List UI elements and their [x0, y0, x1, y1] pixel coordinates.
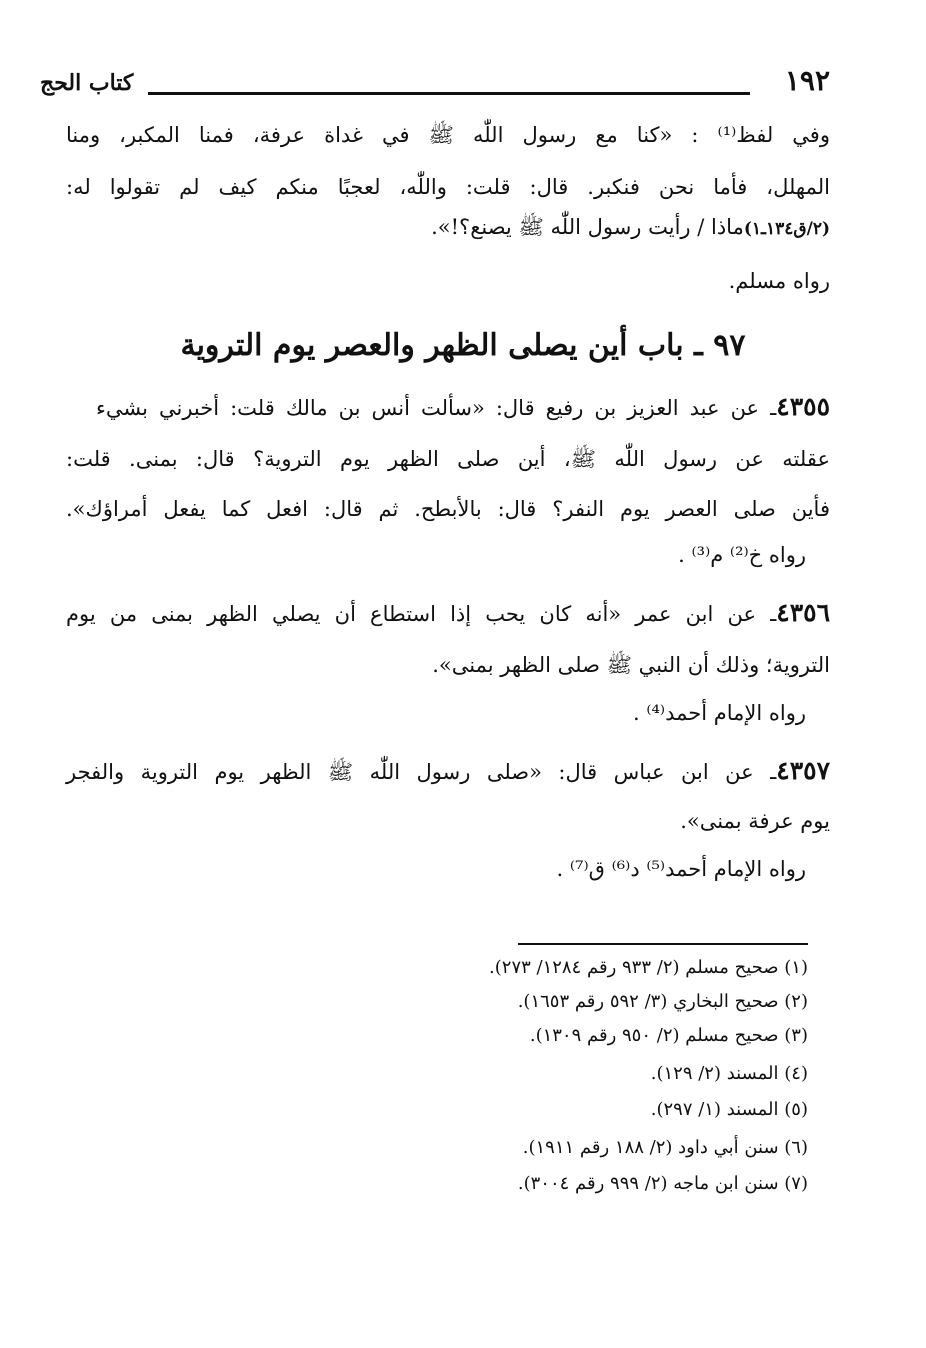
hadith-4356-line-1	[66, 598, 830, 629]
footnote-3: (٣) صحيح مسلم (٢/ ٩٥٠ رقم ١٣٠٩).	[529, 1025, 808, 1046]
hadith-number: ٤٣٥٦	[776, 598, 830, 627]
intro-source: رواه مسلم.	[728, 269, 830, 293]
footnote-7: (٧) سنن ابن ماجه (٢/ ٩٩٩ رقم ٣٠٠٤).	[517, 1173, 808, 1194]
intro-line-1: وفي لفظ⁽¹⁾ : «كنا مع رسول اللّٰه ﷺ في غداة عرفة، فمنا المكبر، ومنا	[66, 123, 830, 147]
footnote-5: (٥) المسند (١/ ٢٩٧).	[650, 1099, 808, 1120]
hadith-4355-line-3: فأين صلى العصر يوم النفر؟ قال: بالأبطح. ثم قال: افعل كما يفعل أمراؤك».	[66, 497, 830, 521]
footnote-4: (٤) المسند (٢/ ١٢٩).	[650, 1063, 808, 1084]
footnote-2: (٢) صحيح البخاري (٣/ ٥٩٢ رقم ١٦٥٣).	[517, 991, 808, 1012]
footnote-divider	[518, 943, 808, 945]
hadith-number: ٤٣٥٥	[776, 392, 830, 421]
hadith-4357-line-1	[66, 756, 830, 787]
hadith-4356-line-2: التروية؛ وذلك أن النبي ﷺ صلى الظهر بمنى».	[432, 653, 830, 677]
header-rule	[148, 92, 750, 95]
intro-line-3	[431, 212, 830, 244]
hadith-4357-line-2: يوم عرفة بمنى».	[680, 809, 830, 833]
hadith-4355-line-2: عقلته عن رسول اللّٰه ﷺ، أين صلى الظهر يوم التروية؟ قال: بمنى. قلت:	[66, 447, 830, 471]
hadith-4355-line-1	[96, 392, 830, 423]
chapter-heading: ٩٧ ـ باب أين يصلى الظهر والعصر يوم التروية	[180, 328, 746, 363]
running-title: كتاب الحج	[40, 70, 134, 96]
hadith-4356-source: رواه الإمام أحمد⁽⁴⁾ .	[632, 701, 806, 725]
hadith-text: ـ عن ابن عباس قال: «صلى رسول اللّٰه ﷺ الظهر يوم التروية والفجر	[66, 760, 777, 784]
page-header	[40, 64, 830, 104]
intro-line-3-text: ماذا / رأيت رسول اللّٰه ﷺ يصنع؟!».	[431, 215, 744, 239]
hadith-4355-source: رواه خ⁽²⁾ م⁽³⁾ .	[678, 543, 806, 567]
footnote-6: (٦) سنن أبي داود (٢/ ١٨٨ رقم ١٩١١).	[522, 1137, 808, 1158]
footnote-1: (١) صحيح مسلم (٢/ ٩٣٣ رقم ١٢٨٤/ ٢٧٣).	[489, 957, 808, 978]
page-number: ١٩٢	[784, 64, 830, 97]
hadith-number: ٤٣٥٧	[776, 756, 830, 785]
hadith-4357-source: رواه الإمام أحمد⁽⁵⁾ د⁽⁶⁾ ق⁽⁷⁾ .	[556, 857, 806, 881]
manuscript-ref: (٢/ق١٣٤ـ١)	[743, 219, 830, 239]
hadith-text: ـ عن ابن عمر «أنه كان يحب إذا استطاع أن يصلي الظهر بمنى من يوم	[66, 602, 777, 626]
intro-line-2: المهلل، فأما نحن فنكبر. قال: قلت: واللّٰه، لعجبًا منكم كيف لم تقولوا له:	[66, 175, 830, 199]
hadith-text: ـ عن عبد العزيز بن رفيع قال: «سألت أنس بن مالك قلت: أخبرني بشيء	[96, 396, 777, 420]
